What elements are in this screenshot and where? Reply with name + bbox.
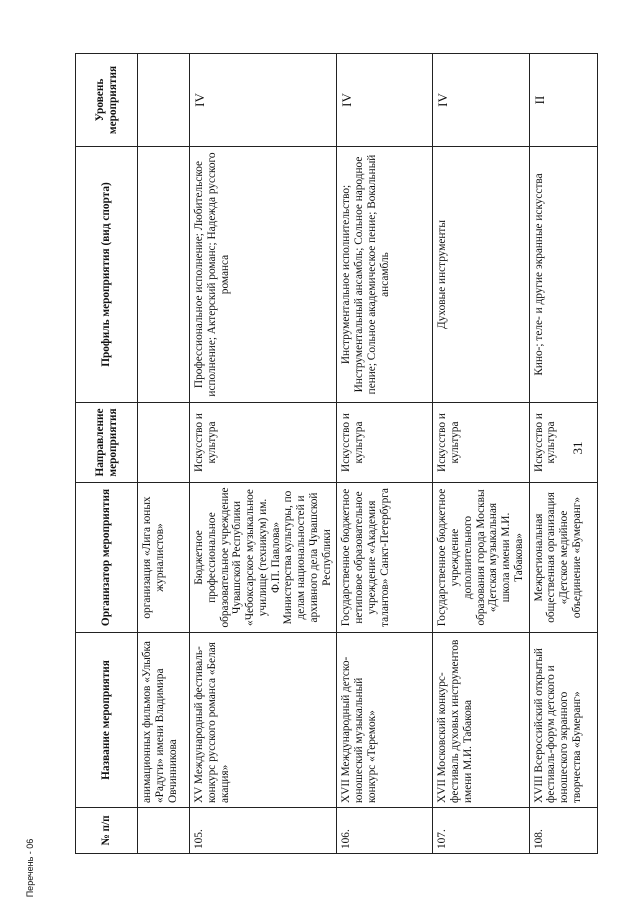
cell-organizer: Бюджетное профессиональное образовательное учреждение Чувашской Республики «Чебоксарское музыкальное училище (техникум) им. Ф.П. Павлова» Министерства культуры, по делам национальностей и архивного дела Чувашской Республики	[190, 483, 337, 633]
cell-organizer: Межрегиональная общественная организация «Детское медийное объединение «Бумеранг»	[529, 483, 597, 633]
header-level: Уровень мероприятия	[76, 54, 138, 147]
cell-num: 108.	[529, 808, 597, 854]
events-table	[75, 53, 598, 854]
cell-num	[138, 808, 190, 854]
cell-organizer: Государственное бюджетное нетиповое образовательное учреждение «Академия талантов» Санкт-Петербурга	[337, 483, 433, 633]
cell-name: XV Международный фестиваль-конкурс русского романса «Белая акация»	[190, 633, 337, 808]
cell-name: анимационных фильмов «Улыбка «Радуги» имени Владимира Овчинникова	[138, 633, 190, 808]
table-row	[529, 54, 597, 854]
header-name: Название мероприятия	[76, 633, 138, 808]
cell-direction: Искусство и культура	[190, 403, 337, 483]
cell-direction: Искусство и культура	[529, 403, 597, 483]
table-row	[337, 54, 433, 854]
page-number: 31	[570, 441, 585, 455]
cell-direction	[138, 403, 190, 483]
cell-organizer: организация «Лига юных журналистов»	[138, 483, 190, 633]
cell-profile	[138, 147, 190, 403]
footer-code: Перечень - 06	[25, 838, 35, 898]
cell-level	[138, 54, 190, 147]
cell-direction: Искусство и культура	[433, 403, 529, 483]
table-row	[138, 54, 190, 854]
cell-name: XVII Московский конкурс-фестиваль духовых инструментов имени М.И. Табакова	[433, 633, 529, 808]
cell-level: II	[529, 54, 597, 147]
header-num: № п/п	[76, 808, 138, 854]
cell-num: 107.	[433, 808, 529, 854]
header-profile: Профиль мероприятия (вид спорта)	[76, 147, 138, 403]
cell-profile: Кино-; теле- и другие экранные искусства	[529, 147, 597, 403]
table-row	[190, 54, 337, 854]
table-row	[433, 54, 529, 854]
cell-num: 105.	[190, 808, 337, 854]
cell-direction: Искусство и культура	[337, 403, 433, 483]
cell-profile: Профессиональное исполнение; Любительское исполнение; Актерский романс; Надежда русского романса	[190, 147, 337, 403]
header-organizer: Организатор мероприятия	[76, 483, 138, 633]
cell-organizer: Государственное бюджетное учреждение дополнительного образования города Москвы «Детская музыкальная школа имени М.И. Табакова»	[433, 483, 529, 633]
events-table-rotated	[75, 54, 583, 854]
cell-level: IV	[433, 54, 529, 147]
cell-num: 106.	[337, 808, 433, 854]
table-header-row	[76, 54, 138, 854]
cell-level: IV	[190, 54, 337, 147]
cell-profile: Духовые инструменты	[433, 147, 529, 403]
header-direction: Направление мероприятия	[76, 403, 138, 483]
cell-name: XVII Международный детско-юношеский музыкальный конкурс «Теремок»	[337, 633, 433, 808]
cell-level: IV	[337, 54, 433, 147]
cell-profile: Инструментальное исполнительство; Инструментальный ансамбль; Сольное народное пение; Сольное академическое пение; Вокальный ансамбль	[337, 147, 433, 403]
cell-name: XVIII Всероссийский открытый фестиваль-форум детского и юношеского экранного творчества «Бумеранг»	[529, 633, 597, 808]
